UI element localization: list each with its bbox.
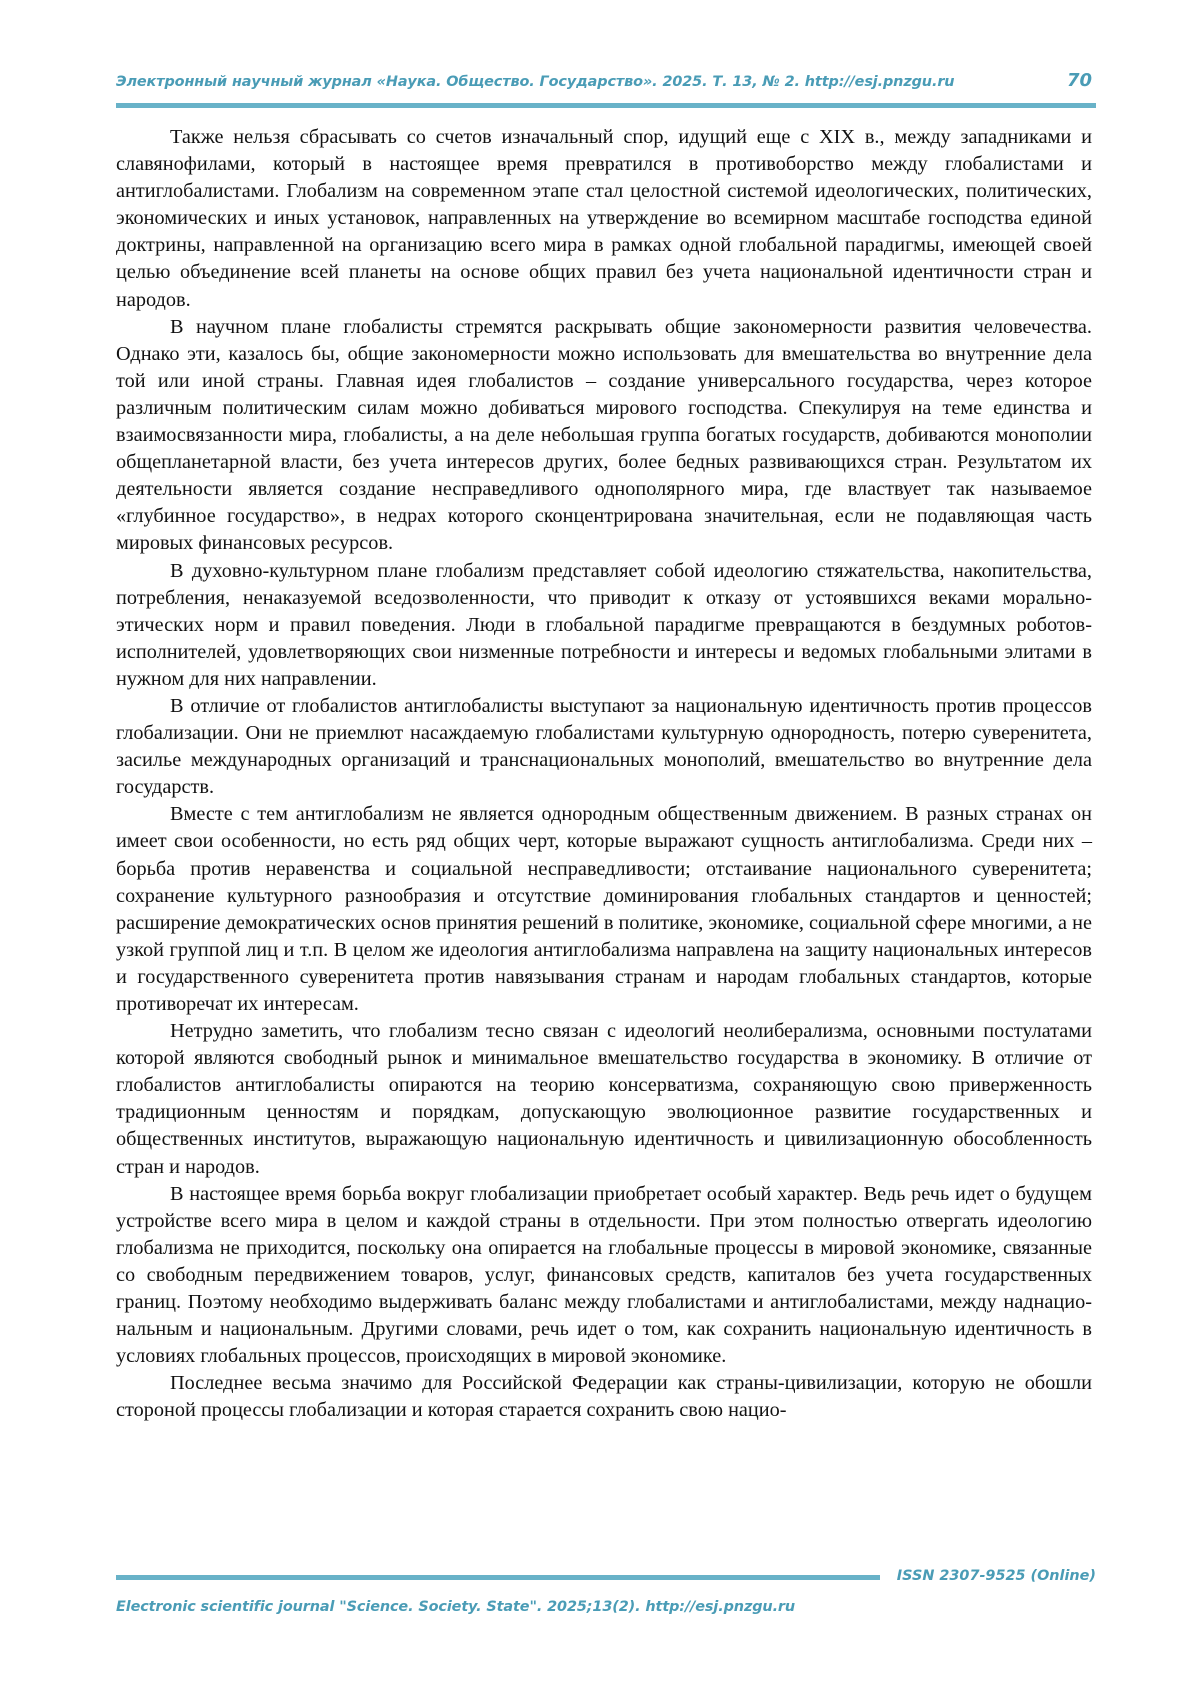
paragraph-8: Последнее весьма значимо для Российской Федерации как страны-цивилизации, которую не обошли стороной процессы глобализации и которая старается сохранить свою нацио-: [116, 1372, 1092, 1422]
paragraph-6: Нетрудно заметить, что глобализм тесно связан с идеологий неолиберализма, основными постулатами которой являются свободный рынок и минимальное вмешательство государства в экономику. В отличие от глобалистов антиглобалисты опираются на теорию консерватизма, сохраняющую свою приверженность традиционным ценностям и порядкам, допускающую эволюционное развитие государственных и общественных институтов, выражающую национальную идентичность и цивилизационную обособленность стран и народов.: [116, 1020, 1092, 1178]
paragraph-2: В научном плане глобалисты стремятся раскрывать общие закономерности развития человечества. Однако эти, казалось бы, общие закономерности можно использовать для вмешательства во внутренние дела той или иной страны. Главная идея глобалистов – создание универсального государства, через которое различным политическим силам можно добиваться мирового господства. Спекулируя на теме единства и взаимосвязанности мира, глобалисты, а на деле небольшая группа богатых государств, добиваются монополии общепланетарной власти, без учета интересов других, более бедных развивающихся стран. Результатом их деятельности является создание несправедливого однополярного мира, где властвует так называемое «глубинное государство», в недрах которого сконцентрирована значительная, если не подавляющая часть мировых финансовых ресурсов.: [116, 315, 1092, 555]
footer-journal-title: Electronic scientific journal "Science. Society. State". 2025;13(2). http://esj.pnzgu.ru: [116, 1599, 796, 1615]
footer-divider: [116, 1575, 880, 1580]
paragraph-3: В духовно-культурном плане глобализм представляет собой идеологию стяжательства, накопительства, потребления, ненаказуемой вседозволенности, что приводит к отказу от устоявшихся веками морально-этических норм и правил поведения. Люди в глобальной парадигме превращаются в бездумных роботов-исполнителей, удовлетворяющих свои низменные потребности и интересы и ведомых глобальными элитами в нужном для них направлении.: [116, 559, 1092, 690]
page-header: [116, 70, 1096, 110]
header-divider: [116, 103, 1096, 108]
article-body: [116, 124, 1092, 1425]
paragraph-5: Вместе с тем антиглобализм не является однородным общественным движением. В разных странах он имеет свои особенности, но есть ряд общих черт, которые выражают сущность антиглобализма. Среди них – борьба против неравенства и социальной несправедливости; отстаивание национального суверенитета; сохранение культурного разнообразия и отсутствие доминирования глобальных стандартов и ценностей; расширение демократических основ принятия решений в политике, экономике, социальной сфере многими, а не узкой группой лиц и т.п. В целом же идеология антиглобализма направлена на защиту национальных интересов и государственного суверенитета против навязывания странам и народам глобальных стандартов, которые противоречат их интересам.: [116, 803, 1092, 1015]
paragraph-4: В отличие от глобалистов антиглобалисты выступают за национальную идентичность против процессов глобализации. Они не приемлют насаждаемую глобалистами культурную однородность, потерю суверенитета, засилье международных организаций и транснациональных монополий, вмешательство во внутренние дела государств.: [116, 694, 1092, 799]
footer-issn: ISSN 2307-9525 (Online): [896, 1568, 1096, 1584]
header-journal-title: Электронный научный журнал «Наука. Общество. Государство». 2025. Т. 13, № 2. http://esj.pnzgu.ru: [116, 74, 955, 90]
page-number: 70: [1066, 70, 1092, 91]
paragraph-7: В настоящее время борьба вокруг глобализации приобретает особый характер. Ведь речь идет о будущем устройстве всего мира в целом и каждой страны в отдельности. При этом полностью отвергать идеологию глобализма не приходится, поскольку она опирается на глобальные процессы в мировой экономике, связанные со свободным передвижением товаров, услуг, финансовых средств, капиталов без учета государственных границ. Поэтому необходимо выдерживать баланс между глобалистами и антиглобалистами, между наднациональным и национальным. Другими словами, речь идет о том, как сохранить национальную идентичность в условиях глобальных процессов, происходящих в мировой экономике.: [116, 1182, 1092, 1368]
paragraph-1: Также нельзя сбрасывать со счетов изначальный спор, идущий еще с XIX в., между западниками и славянофилами, который в настоящее время превратился в противоборство между глобалистами и антиглобалистами. Глобализм на современном этапе стал целостной системой идеологических, политических, экономических и иных установок, направленных на утверждение во всемирном масштабе господства единой доктрины, направленной на организацию всего мира в рамках одной глобальной парадигмы, имеющей своей целью объединение всей планеты на основе общих правил без учета национальной идентичности стран и народов.: [116, 126, 1092, 311]
